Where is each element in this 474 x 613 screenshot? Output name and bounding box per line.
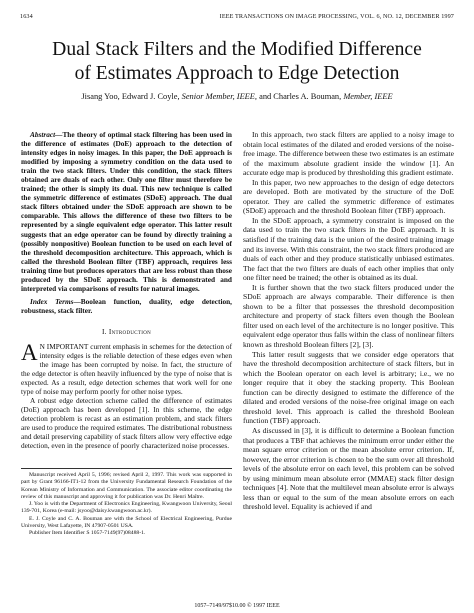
left-column bbox=[21, 130, 232, 451]
right-paragraph-6: As discussed in [3], it is difficult to determine a Boolean function that produces a TBF that achieves the minimum error under either the mean square error criterion or the mean absolute error criterion. If, however, the error criterion is chosen to be the sum over all threshold levels of the absolute error on each level, this problem can be solved by using minimum mean absolute error (MMAE) stack filter design techniques [4]. Note that the multilevel mean absolute error is always less than or equal to the sum of the mean absolute errors on each threshold level. Equality is achieved if and bbox=[243, 425, 454, 512]
right-paragraph-2: In this paper, two new approaches to the design of edge detectors are developed. Both are motivated by the structure of the DoE operator. They are called the symmetric difference of estimates (SDoE) approach and the threshold Boolean filter (TBF) approach. bbox=[243, 177, 454, 216]
index-terms-text: Boolean function, duality, edge detection, robustness, stack filter. bbox=[21, 296, 233, 315]
journal-header: IEEE TRANSACTIONS ON IMAGE PROCESSING, VOL. 6, NO. 12, DECEMBER 1997 bbox=[219, 13, 454, 20]
author-2-role: Member, IEEE bbox=[343, 92, 393, 101]
intro-paragraph-1 bbox=[21, 339, 233, 397]
page-number: 1634 bbox=[20, 13, 33, 20]
footnote-manuscript: Manuscript received April 5, 1996; revised April 2, 1997. This work was supported in part by Grant 96166-IT1-12 from the University Fundamental Research Foundation of the Korean Ministry of Information and Communication. The associate editor coordinating the review of this manuscript and approving it for publication was Dr. Henri Maître. bbox=[21, 472, 232, 500]
title-line-2: of Estimates Approach to Edge Detection bbox=[74, 63, 400, 84]
author-line bbox=[20, 91, 454, 102]
right-column bbox=[243, 130, 454, 512]
footnote-yoo: J. Yoo is with the Department of Electronics Engineering, Kwangwoon University, Seoul 139-701, Korea (e-mail: jsyoo@daisy.kwangwoon.ac.kr). bbox=[21, 501, 232, 515]
index-terms bbox=[21, 297, 232, 315]
intro-p1-text: current emphasis in schemes for the detection of intensity edges is the reliable detection of these edges even when the image has been corrupted by noise. In fact, the structure of the edge detector is often heavily influenced by the type of noise that is expected. As a result, edge detection schemes that work well for one type of noise may perform poorly for other noise types. bbox=[21, 341, 233, 397]
paper-title bbox=[20, 38, 454, 86]
footnote-coyle-bouman: E. J. Coyle and C. A. Bouman are with the School of Electrical Engineering, Purdue University, West Lafayette, IN 47907-0501 USA. bbox=[21, 515, 232, 529]
abstract-text: The theory of optimal stack filtering has been used in the difference of estimates (DoE) approach to the detection of intensity edges in noisy images. In this paper, the DoE approach is modified by imposing a symmetry condition on the data used to train the two stack filters. Under this condition, the stack filters obtained are duals of each other. Only one filter must therefore be trained; the other is simply its dual. This new technique is called the symmetric difference of estimates (SDoE) approach. The dual stack filters obtained under the SDoE approach are shown to be comparable. This allows the difference of these two filters to be represented by a single equivalent edge operator. This latter result suggests that an edge operator can be found by directly training a (possibly nonpositive) Boolean function to be used on each level of the threshold decomposition architecture. This approach, which is called the threshold Boolean filter (TBF) approach, requires less training time but produces operators that are less robust than those produced by the SDoE approach. This is demonstrated and interpreted via comparisons of results for natural images. bbox=[21, 130, 232, 293]
author-1: Jisang Yoo, Edward J. Coyle, bbox=[81, 92, 180, 101]
footnotes bbox=[21, 472, 232, 537]
author-2: and Charles A. Bouman, bbox=[259, 92, 342, 101]
right-paragraph-4: It is further shown that the two stack filters produced under the SDoE approach are always comparable. Their difference is then shown to be a filter that possesses the threshold decomposition architecture and property of stack filters even though the Boolean filter used on each level of the architecture is no longer positive. This equivalent edge operator thus falls within the class of nonlinear filters known as threshold Boolean filters [2], [3]. bbox=[243, 282, 454, 350]
index-terms-label: Index Terms— bbox=[30, 296, 81, 306]
running-head bbox=[20, 12, 454, 22]
abstract-label: Abstract— bbox=[30, 130, 63, 139]
footnote-publisher-id: Publisher Item Identifier S 1057-7149(97)08488-1. bbox=[29, 530, 146, 536]
right-paragraph-5: This latter result suggests that we consider edge operators that have the threshold decomposition architecture of stack filters, but in which the Boolean operator on each level is arbitrary; i.e., we no longer require that it obey the stacking property. This Boolean function can be directly designed to estimate the difference of the dilated and eroded versions of the noise-free original image on each threshold level. This approach is called the threshold Boolean function (TBF) approach. bbox=[243, 349, 454, 426]
author-1-role: Senior Member, IEEE, bbox=[181, 92, 258, 101]
issn-line: 1057–7149/97$10.00 © 1997 IEEE bbox=[194, 603, 280, 609]
section-heading: I. Introduction bbox=[101, 326, 152, 336]
drop-cap: A bbox=[21, 339, 38, 365]
abstract bbox=[21, 130, 232, 293]
title-line-1: Dual Stack Filters and the Modified Difference bbox=[52, 39, 422, 60]
right-paragraph-1: In this approach, two stack filters are applied to a noisy image to obtain local estimates of the dilated and eroded versions of the noise-free image. The difference between these two estimates is an estimate of the maximum absolute gradient inside the window [1]. An accurate edge map is produced by thresholding this gradient estimate. bbox=[243, 130, 454, 178]
intro-paragraph-2: A robust edge detection scheme called the difference of estimates (DoE) approach has been developed [1]. In this scheme, the edge detection problem is recast as an estimation problem, and stack filters are used to produce the required estimates. The distributional robustness and detail preserving capability of stack filters allow very effective edge detection, even in the presence of poorly characterized noise processes. bbox=[21, 396, 233, 451]
lead-in: N IMPORTANT bbox=[39, 341, 89, 351]
right-paragraph-3: In the SDoE approach, a symmetry constraint is imposed on the data used to train the two stack filters in the DoE approach. It is satisfied if the training data is the union of the desired training image and its inverse. With this constraint, the two stack filters produced are duals of each other and they produce statistically unbiased estimates. The fact that the two filters are duals of each other implies that only one filter need be trained; the other is obtained as its dual. bbox=[243, 215, 454, 283]
footnote-rule bbox=[21, 468, 232, 469]
